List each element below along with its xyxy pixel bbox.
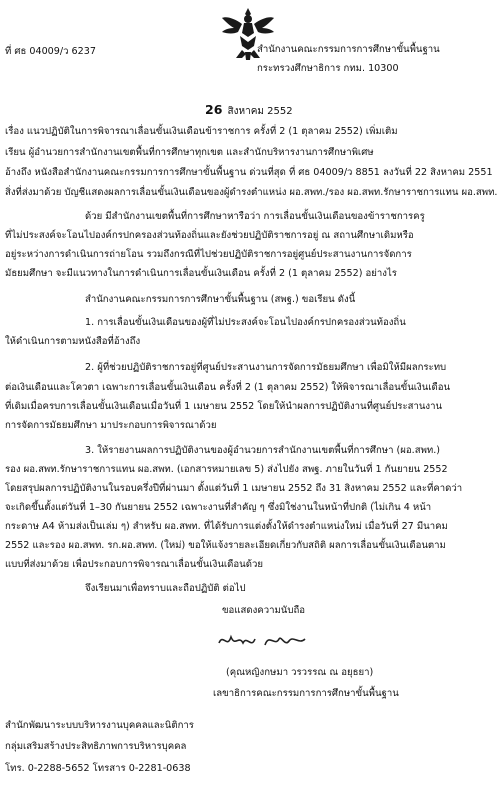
footer-contact: โทร. 0-2288-5652 โทรสาร 0-2281-0638: [5, 763, 191, 774]
agency-address: กระทรวงศึกษาธิการ กทม. 10300: [257, 63, 399, 74]
body-line: สำนักงานคณะกรรมการการศึกษาขั้นพื้นฐาน (สพฐ.) ขอเรียน ดังนี้: [85, 294, 356, 305]
body-line: 3. ให้รายงานผลการปฏิบัติงานของผู้อำนวยการสำนักงานเขตพื้นที่การศึกษา (ผอ.สพท.): [85, 445, 441, 456]
agency-name: สำนักงานคณะกรรมการการศึกษาขั้นพื้นฐาน: [257, 44, 440, 55]
closing-salutation: ขอแสดงความนับถือ: [222, 605, 306, 616]
signer-title: เลขาธิการคณะกรรมการการศึกษาขั้นพื้นฐาน: [213, 688, 399, 699]
body-line: ที่ไม่ประสงค์จะโอนไปองค์กรปกครองส่วนท้องถิ่นและยังช่วยปฏิบัติราชการอยู่ ณ สถานศึกษาเดิมหรือ: [5, 230, 414, 241]
enclosure-line: สิ่งที่ส่งมาด้วย บัญชีแสดงผลการเลื่อนขั้นเงินเดือนของผู้ดำรงตำแหน่ง ผอ.สพท./รอง ผอ.สพท.รักษาราชการแทน ผอ.สพท.: [5, 187, 498, 198]
date-day: 26: [205, 102, 223, 117]
signer-name: (คุณหญิงกษมา วรวรรณ ณ อยุธยา): [226, 667, 374, 678]
body-line: รอง ผอ.สพท.รักษาราชการแทน ผอ.สพท. (เอกสารหมายเลข 5) ส่งไปยัง สพฐ. ภายในวันที่ 1 กันยายน 2552: [5, 464, 448, 475]
body-line: ที่เดิมเมื่อครบการเลื่อนขั้นเงินเดือนเมื่อวันที่ 1 เมษายน 2552 โดยให้นำผลการปฏิบัติงานที่ศูนย์ประสานงาน: [5, 401, 443, 412]
body-line: ให้ดำเนินการตามหนังสือที่อ้างถึง: [5, 336, 141, 347]
footer-office: สำนักพัฒนาระบบบริหารงานบุคคลและนิติการ: [5, 720, 194, 731]
body-line: ต่อเงินเดือนและโควตา เฉพาะการเลื่อนขั้นเงินเดือน ครั้งที่ 2 (1 ตุลาคม 2552) ให้พิจารณาเลื่อนขั้นเงินเดือน: [5, 382, 451, 393]
body-line: การจัดการมัธยมศึกษา มาประกอบการพิจารณาด้วย: [5, 420, 217, 431]
document-number: ที่ ศธ 04009/ว 6237: [5, 46, 96, 57]
body-line: มัธยมศึกษา จะมีแนวทางในการดำเนินการเลื่อนขั้นเงินเดือน ครั้งที่ 2 (1 ตุลาคม 2552) อย่างไร: [5, 268, 397, 279]
to-line: เรียน ผู้อำนวยการสำนักงานเขตพื้นที่การศึกษาทุกเขต และสำนักบริหารงานการศึกษาพิเศษ: [5, 147, 374, 158]
body-line: กระดาษ A4 ห้ามส่งเป็นเล่ม ๆ) สำหรับ ผอ.สพท. ที่ได้รับการแต่งตั้งให้ดำรงตำแหน่งใหม่ เมื่อวันที่ 27 มีนาคม: [5, 521, 448, 532]
subject-line: เรื่อง แนวปฏิบัติในการพิจารณาเลื่อนขั้นเงินเดือนข้าราชการ ครั้งที่ 2 (1 ตุลาคม 2552) เพิ่มเติม: [5, 126, 398, 137]
body-line: 2. ผู้ที่ช่วยปฏิบัติราชการอยู่ที่ศูนย์ประสานงานการจัดการมัธยมศึกษา เพื่อมิให้มีผลกระทบ: [85, 362, 447, 373]
body-line: จึงเรียนมาเพื่อทราบและถือปฏิบัติ ต่อไป: [85, 583, 246, 594]
body-line: 1. การเลื่อนขั้นเงินเดือนของผู้ที่ไม่ประสงค์จะโอนไปองค์กรปกครองส่วนท้องถิ่น: [85, 317, 406, 328]
signature: [215, 625, 315, 653]
body-line: โดยสรุปผลการปฏิบัติงานในรอบครึ่งปีที่ผ่านมา ตั้งแต่วันที่ 1 เมษายน 2552 ถึง 31 สิงหาคม 2552 และที่คาดว่า: [5, 483, 463, 494]
body-line: แบบที่ส่งมาด้วย เพื่อประกอบการพิจารณาเลื่อนขั้นเงินเดือนด้วย: [5, 559, 263, 570]
body-line: อยู่ระหว่างการดำเนินการถ่ายโอน รวมถึงกรณีที่ไปช่วยปฏิบัติราชการอยู่ศูนย์ประสานงานการจัดการ: [5, 249, 412, 260]
body-line: 2552 และรอง ผอ.สพท. รก.ผอ.สพท. (ใหม่) ขอให้แจ้งรายละเอียดเกี่ยวกับสถิติ ผลการเลื่อนขั้นเงินเดือนตาม: [5, 540, 446, 551]
reference-line: อ้างถึง หนังสือสำนักงานคณะกรรมการการศึกษาขั้นพื้นฐาน ด่วนที่สุด ที่ ศธ 04009/ว 8851 ลงวันที่ 22 สิงหาคม 2551: [5, 167, 493, 178]
body-line: จะเกิดขึ้นตั้งแต่วันที่ 1–30 กันยายน 2552 เฉพาะงานที่สำคัญ ๆ ซึ่งมิใช่งานในหน้าที่ปกติ (ไม่เกิน 4 หน้า: [5, 502, 432, 513]
body-line: ด้วย มีสำนักงานเขตพื้นที่การศึกษาหารือว่า การเลื่อนขั้นเงินเดือนของข้าราชการครู: [85, 211, 425, 222]
document-date: [205, 101, 293, 117]
date-month-year: สิงหาคม 2552: [227, 106, 293, 117]
footer-group: กลุ่มเสริมสร้างประสิทธิภาพการบริหารบุคคล: [5, 741, 187, 752]
